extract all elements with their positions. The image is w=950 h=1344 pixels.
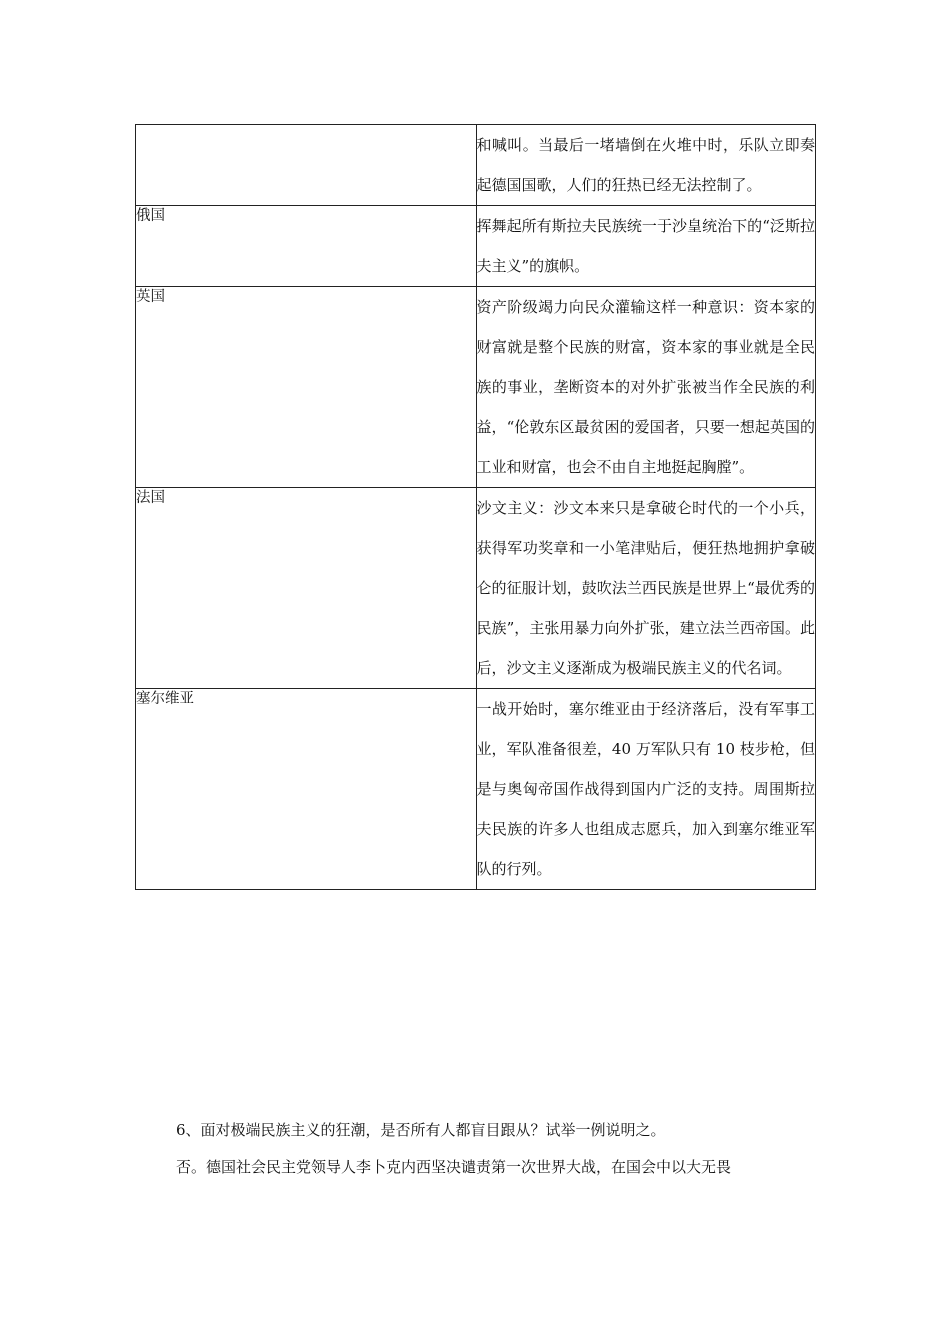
nationalism-table [135, 124, 816, 890]
question-paragraph: 6、面对极端民族主义的狂潮，是否所有人都盲目跟从？试举一例说明之。 [176, 1121, 666, 1139]
country-cell: 英国 [136, 287, 477, 488]
content-cell: 沙文主义：沙文本来只是拿破仑时代的一个小兵，获得军功奖章和一小笔津贴后，便狂热地拥护拿破仑的征服计划，鼓吹法兰西民族是世界上“最优秀的民族”，主张用暴力向外扩张，建立法兰西帝国。此后，沙文主义逐渐成为极端民族主义的代名词。 [476, 488, 816, 689]
country-cell [136, 125, 477, 206]
content-cell: 挥舞起所有斯拉夫民族统一于沙皇统治下的“泛斯拉夫主义”的旗帜。 [476, 206, 816, 287]
country-cell: 塞尔维亚 [136, 689, 477, 890]
content-cell: 和喊叫。当最后一堵墙倒在火堆中时，乐队立即奏起德国国歌，人们的狂热已经无法控制了。 [476, 125, 816, 206]
table-row [136, 125, 816, 206]
table-row [136, 488, 816, 689]
content-cell: 一战开始时，塞尔维亚由于经济落后，没有军事工业，军队准备很差，40 万军队只有 10 枝步枪，但是与奥匈帝国作战得到国内广泛的支持。周围斯拉夫民族的许多人也组成志愿兵，加入到塞尔维亚军队的行列。 [476, 689, 816, 890]
table-row [136, 287, 816, 488]
answer-paragraph: 否。德国社会民主党领导人李卜克内西坚决谴责第一次世界大战，在国会中以大无畏 [176, 1158, 732, 1176]
table-row [136, 689, 816, 890]
content-cell: 资产阶级竭力向民众灌输这样一种意识：资本家的财富就是整个民族的财富，资本家的事业就是全民族的事业，垄断资本的对外扩张被当作全民族的利益，“伦敦东区最贫困的爱国者，只要一想起英国的工业和财富，也会不由自主地挺起胸膛”。 [476, 287, 816, 488]
country-cell: 俄国 [136, 206, 477, 287]
table-row [136, 206, 816, 287]
country-cell: 法国 [136, 488, 477, 689]
